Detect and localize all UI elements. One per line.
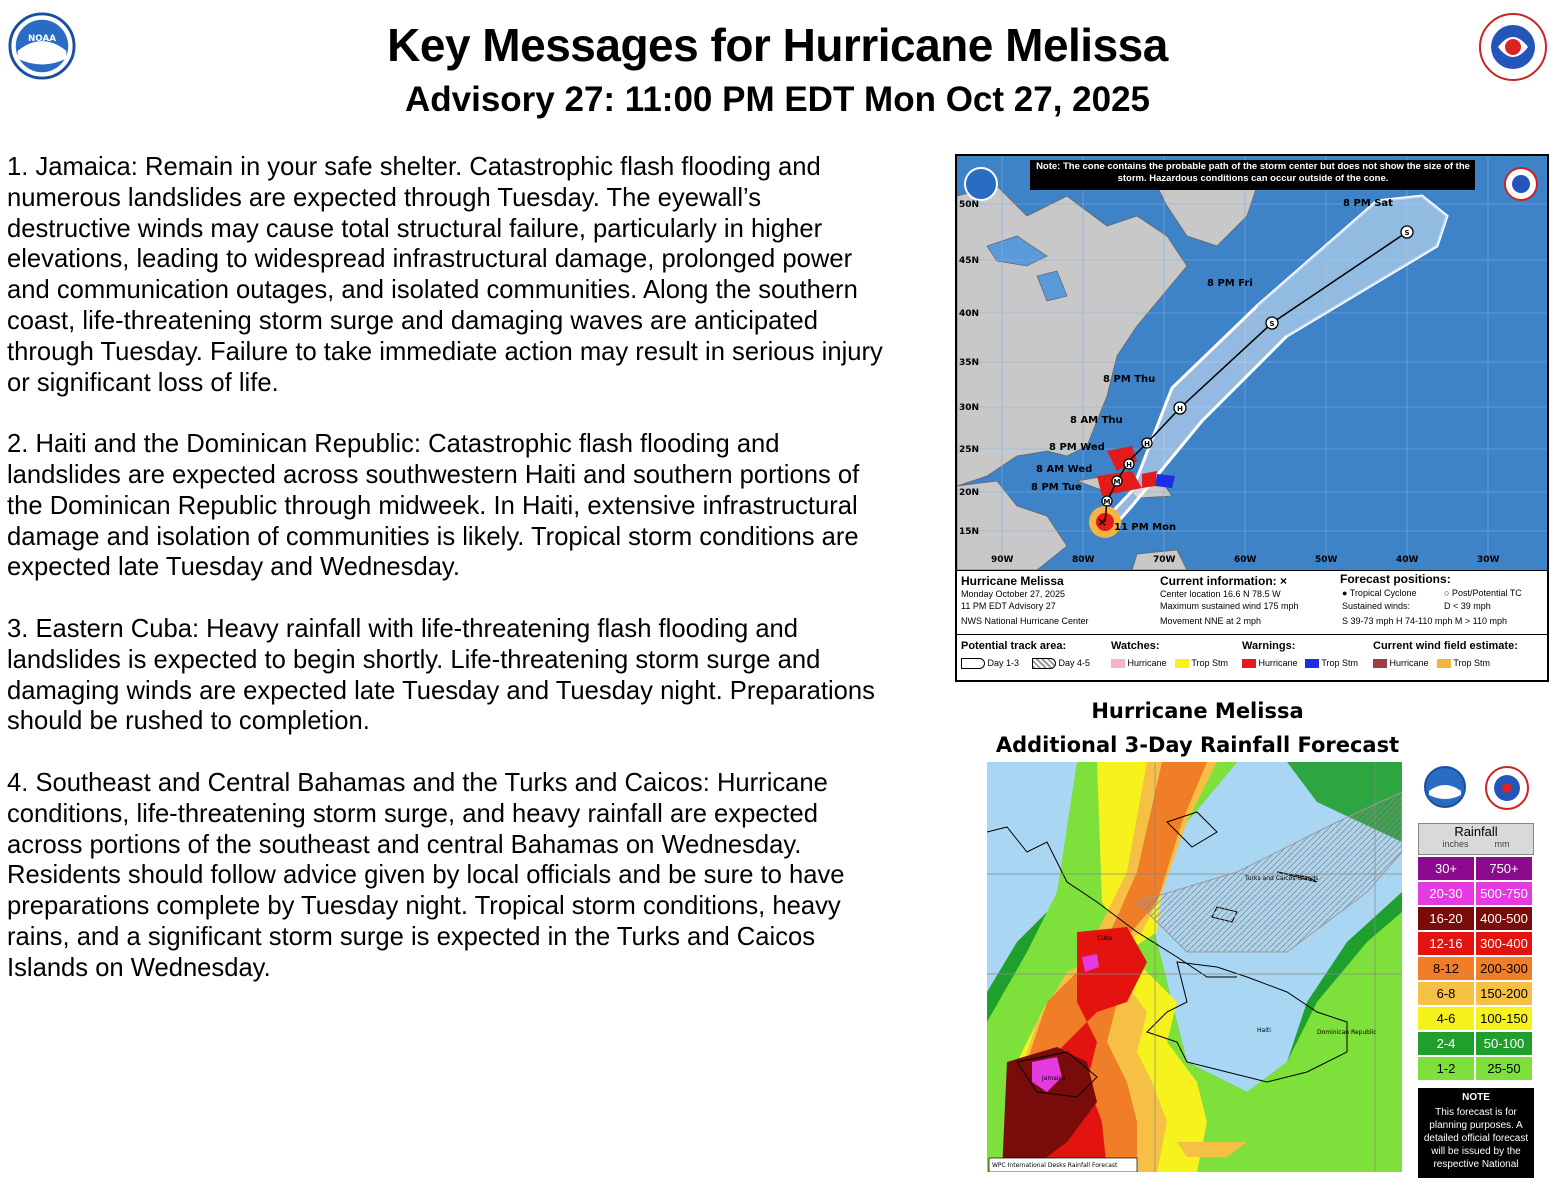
place-label: Jamaica <box>1042 1075 1066 1082</box>
legend-inches: 1-2 <box>1418 1057 1474 1080</box>
page-title: Key Messages for Hurricane Melissa <box>387 19 1168 71</box>
legend-row <box>1418 882 1534 905</box>
lat-label: 25N <box>959 445 980 455</box>
watch-tropical-storm: Trop Stm <box>1191 658 1229 668</box>
forecast-label: 8 PM Tue <box>1031 482 1082 493</box>
legend-row <box>1418 1057 1534 1080</box>
legend-inches: 2-4 <box>1418 1032 1474 1055</box>
forecast-label: 8 PM Fri <box>1207 278 1253 289</box>
forecast-label: 8 PM Thu <box>1103 374 1156 385</box>
lon-label: 50W <box>1315 555 1338 565</box>
legend-units-mm: mm <box>1494 839 1510 849</box>
lat-label: 45N <box>959 256 980 266</box>
svg-text:×: × <box>1097 515 1108 529</box>
key-message-jamaica: 1. Jamaica: Remain in your safe shelter. Catastrophic flash flooding and numerous landslides are expected through Tuesday. The eyewall’s destructive winds may cause total structural failure, particularly in higher elevations, leading to widespread infrastructural damage, prolonged power and communication outages, and isolated communities. Along the southern coast, life-threatening storm surge and damaging waves are anticipated through Tuesday. Failure to take immediate action may result in serious injury or significant loss of life. <box>7 153 883 397</box>
legend-mm: 150-200 <box>1476 982 1532 1005</box>
day13-label: Day 1-3 <box>987 658 1020 668</box>
warnings-title: Warnings: <box>1242 640 1296 652</box>
current-movement: Movement NNE at 2 mph <box>1160 616 1262 626</box>
legend-inches: 8-12 <box>1418 957 1474 980</box>
forecast-label: 8 PM Sat <box>1343 198 1393 209</box>
forecast-title: Forecast positions: <box>1340 572 1451 586</box>
cone-graphic <box>955 154 1549 682</box>
legend-inches: 30+ <box>1418 857 1474 880</box>
current-info-title: Current information: × <box>1160 574 1288 588</box>
key-message-cuba: 3. Eastern Cuba: Heavy rainfall with life-threatening flash flooding and landslides is expected to begin shortly. Life-threatening storm surge and damaging winds are expected late Tuesday and Tuesday night. Preparations should be rushed to completion. <box>7 614 875 736</box>
legend-mm: 400-500 <box>1476 907 1532 930</box>
lon-label: 30W <box>1477 555 1500 565</box>
legend-mm: 750+ <box>1476 857 1532 880</box>
wind-field-hurricane: Hurricane <box>1389 658 1429 668</box>
noaa-small-logo <box>1423 765 1467 809</box>
cone-note: Note: The cone contains the probable path of the storm center but does not show the size of the storm. Hazardous conditions can occur outside of the cone. <box>1036 161 1470 184</box>
legend-row <box>1418 857 1534 880</box>
key-message-bahamas: 4. Southeast and Central Bahamas and the Turks and Caicos: Hurricane conditions, life-threatening storm surge, and heavy rainfall are expected across portions of the southeast and central Bahamas on Wednesday. Residents should follow advice given by local officials and be sure to have preparations complete by Tuesday night. Tropical storm conditions, heavy rains, and a significant storm surge is expected in the Turks and Caicos Islands on Wednesday. <box>7 768 845 982</box>
legend-row <box>1418 957 1534 980</box>
advisory-subtitle: Advisory 27: 11:00 PM EDT Mon Oct 27, 2025 <box>404 80 1150 119</box>
rainfall-legend <box>1418 823 1534 1080</box>
forecast-post: ○ Post/Potential TC <box>1444 588 1522 598</box>
legend-mm: 25-50 <box>1476 1057 1532 1080</box>
lat-label: 50N <box>959 200 980 210</box>
forecast-label: 8 AM Thu <box>1070 415 1123 426</box>
lon-label: 70W <box>1153 555 1176 565</box>
cone-storm-name: Hurricane Melissa <box>961 574 1064 588</box>
svg-text:S: S <box>1404 229 1410 237</box>
place-label: Haiti <box>1257 1027 1271 1034</box>
day45-label: Day 4-5 <box>1058 658 1091 668</box>
lat-label: 30N <box>959 403 980 413</box>
legend-inches: 12-16 <box>1418 932 1474 955</box>
key-message-haiti-dr: 2. Haiti and the Dominican Republic: Catastrophic flash flooding and landslides are expected across southwestern Haiti and southern portions of the Dominican Republic through midweek. In Haiti, extensive infrastructural damage and isolation of communities is likely. Tropical storm conditions are expected late Tuesday and Wednesday. <box>7 430 860 582</box>
legend-mm: 200-300 <box>1476 957 1532 980</box>
noaa-small-logo <box>965 168 997 200</box>
svg-text:M: M <box>1103 498 1111 506</box>
watches-title: Watches: <box>1111 640 1160 652</box>
legend-row <box>1418 982 1534 1005</box>
note-text: This forecast is for planning purposes. A detailed official forecast will be issued by the respective National <box>1423 1107 1529 1170</box>
wind-field-title: Current wind field estimate: <box>1373 640 1518 652</box>
legend-mm: 50-100 <box>1476 1032 1532 1055</box>
cone-map <box>957 156 1547 570</box>
place-label: Cuba <box>1097 935 1113 942</box>
track-title: Potential track area: <box>961 640 1067 652</box>
nws-small-logo <box>1484 765 1530 811</box>
legend-inches: 20-30 <box>1418 882 1474 905</box>
d-wind: D < 39 mph <box>1444 601 1491 611</box>
place-label: Dominican Republic <box>1317 1029 1377 1036</box>
cone-center: NWS National Hurricane Center <box>961 616 1089 626</box>
svg-text:M: M <box>1113 478 1121 486</box>
lat-label: 20N <box>959 488 980 498</box>
key-messages <box>7 152 887 1014</box>
cone-info-panel <box>957 570 1547 680</box>
lat-label: 35N <box>959 358 980 368</box>
legend-inches: 4-6 <box>1418 1007 1474 1030</box>
wind-categories: S 39-73 mph H 74-110 mph M > 110 mph <box>1342 616 1508 626</box>
warning-tropical-storm: Trop Stm <box>1321 658 1359 668</box>
cone-advisory: 11 PM EDT Advisory 27 <box>961 601 1056 611</box>
wind-field-tropical-storm: Trop Stm <box>1453 658 1491 668</box>
svg-text:H: H <box>1126 461 1132 469</box>
legend-header <box>1418 823 1534 855</box>
legend-mm: 100-150 <box>1476 1007 1532 1030</box>
legend-row <box>1418 1007 1534 1030</box>
legend-units-in: inches <box>1442 839 1469 849</box>
current-location: Center location 16.6 N 78.5 W <box>1160 589 1281 599</box>
cone-date: Monday October 27, 2025 <box>961 589 1066 599</box>
legend-mm: 300-400 <box>1476 932 1532 955</box>
legend-row <box>1418 907 1534 930</box>
forecast-tc: ● Tropical Cyclone <box>1342 588 1417 598</box>
legend-title: Rainfall <box>1454 824 1498 839</box>
current-wind: Maximum sustained wind 175 mph <box>1160 601 1299 611</box>
svg-text:S: S <box>1269 320 1275 328</box>
forecast-label: 11 PM Mon <box>1114 522 1177 533</box>
sustained-winds-label: Sustained winds: <box>1342 601 1411 611</box>
legend-inches: 16-20 <box>1418 907 1474 930</box>
lat-label: 40N <box>959 309 980 319</box>
lon-label: 60W <box>1234 555 1257 565</box>
watch-hurricane: Hurricane <box>1127 658 1167 668</box>
legend-row <box>1418 1032 1534 1055</box>
rainfall-map <box>987 762 1402 1172</box>
legend-row <box>1418 932 1534 955</box>
lon-label: 40W <box>1396 555 1419 565</box>
lon-label: 90W <box>991 555 1014 565</box>
place-label: Turks and Caicos Islands <box>1245 875 1319 882</box>
svg-text:NOAA: NOAA <box>27 34 57 45</box>
legend-inches: 6-8 <box>1418 982 1474 1005</box>
rainfall-title: Hurricane Melissa <box>1091 699 1304 723</box>
rainfall-note <box>1418 1088 1534 1178</box>
rainfall-subtitle: Additional 3-Day Rainfall Forecast <box>995 733 1400 757</box>
lat-label: 15N <box>959 527 980 537</box>
rainfall-footer: WPC International Desks Rainfall Forecast <box>992 1162 1118 1169</box>
lon-label: 80W <box>1072 555 1095 565</box>
forecast-label: 8 AM Wed <box>1036 464 1093 475</box>
forecast-label: 8 PM Wed <box>1049 442 1105 453</box>
warning-hurricane: Hurricane <box>1258 658 1298 668</box>
legend-mm: 500-750 <box>1476 882 1532 905</box>
svg-text:H: H <box>1144 440 1150 448</box>
svg-text:H: H <box>1177 405 1183 413</box>
note-title: NOTE <box>1462 1092 1490 1103</box>
